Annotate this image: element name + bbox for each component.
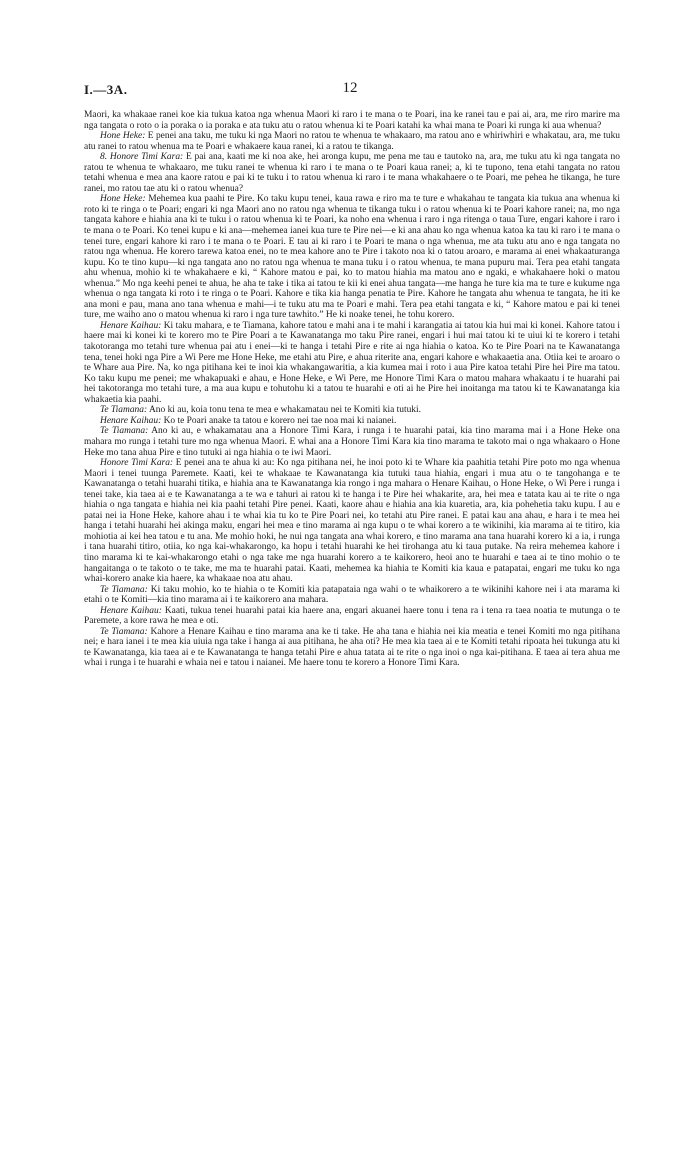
paragraph <box>84 152 620 194</box>
paragraph-text: Ano ki au, e whakamatau ana a Honore Timi Kara, i runga i te huarahi patai, kia tino marama mai i a Hone Heke ona mahara mo runga i tetahi ture mo nga whenua Maori. E whai ana a Honore Timi Kara kia tino marama te takoto mai o nga whakaaro o Hone Heke mo tana ahua Pire e tino tutuki ai nga hiahia o te iwi Maori. <box>84 426 620 458</box>
page-number: 12 <box>342 80 358 96</box>
speaker-name: Te Tiamana: <box>100 426 149 437</box>
paragraph <box>84 627 620 669</box>
paragraph-text: E pai ana, kaati me ki noa ake, hei aronga kupu, me pena me tau e tautoko na, ara, me tuku atu ki nga tangata no ratou te whenua te whakaaro, me tuku ranei te whenua ki raro i te mana o te Poari kaua ranei; a, ki te tupono, tena etahi tangata no ratou tetahi whenua e mea ana kaore ratou e pai ki te tuku i to ratou whenua ki raro i te mana whakahaere o te Poari, me pehea he tikanga, he ture ranei, mo ratou tae atu ki o ratou whenua? <box>84 152 620 194</box>
speaker-name: Te Tiamana: <box>100 584 148 595</box>
speaker-name: Hone Heke: <box>100 131 146 142</box>
paragraph-text: E penei ana te ahua ki au: Ko nga pitihana nei, he inoi poto ki te Whare kia paahitia tetahi Pire poto mo nga whenua Maori i tenei tuunga Paremete. Kaati, kei te whakaae te Kawanatanga kia tutuki taua hiahia, engari i mua atu o te tangohanga e te Kawanatanga o tetahi huarahi titika, e hiahia ana te Kawanatanga kia rongo i nga mahara o Henare Kaihau, o Hone Heke, o Wi Pere i runga i tenei take, kia taea ai e te Kawanatanga a te wa e tahuri ai ratou ki te hanga i te Pire hei whakarite, ara, hei mea e tatata kau ai te rite o nga hiahia o nga tangata e hiahia nei kia paahi tetahi Pire penei. Kaati, kaore ahau e hiahia ana kia kuaretia, ara, kia pohehetia taku kupu. I au e patai nei ia Hone Heke, kahore ahau i te whai kia tu ko te Pire Poari nei, ko tetahi atu Pire ranei. E patai kau ana ahau, e hara i te mea hei hanga i tetahi huarahi hei akinga maku, engari hei mea e tino marama ai nga kupu o te whai korero a te wikinihi, kia marama ai te titiro, kia mohiotia ai kei hea tatou e tu ana. Me mohio hoki, he nui nga tangata ana whai korero, e tino marama ana tana huarahi korero ki a ia, i runga i tana huarahi titiro, otiia, ko nga kai-whakarongo, ka hopu i tetahi huarahi ke hei tirohanga atu ki taua putake. Na reira mehemea kahore i tino marama ki te kai-whakarongo etahi o nga take me nga huarahi korero a te kaikorero, heoi ano te huarahi e taea ai te tino mohio o te hangaitanga o te takoto o te take, me ma te huarahi patai. Kaati, mehemea ka hiahia te Komiti kia kaua e patapatai, engari me tuku ko nga whai-korero anake kia haere, ka whakaae noa atu ahau. <box>84 458 621 585</box>
speaker-name: Henare Kaihau: <box>100 415 162 426</box>
document-reference: I.—3A. <box>84 82 128 97</box>
speaker-name: Henare Kaihau: <box>100 605 162 616</box>
paragraph-text: Kahore a Henare Kaihau e tino marama ana ke ti take. He aha tana e hiahia nei kia meatia e tenei Komiti mo nga pitihana nei; e hara ianei i te mea kia uiuia nga take i hanga ai aua pitihana, he aha oti? He mea kia taea ai e te Komiti tetahi ripoata hei tukunga atu ki te Kawanatanga, kia taea ai e te Kawanatanga te hanga tetahi Pire e ahua tatata ai te rite o nga inoi o nga kai-pitihana. E taea ai tera ahua me whai i runga i te huarahi e whaia nei e tatou i naianei. Me haere tonu te korero a Honore Timi Kara. <box>84 626 621 669</box>
paragraph <box>84 585 620 606</box>
speaker-name: Hone Heke: <box>100 194 146 205</box>
paragraph-text: E penei ana taku, me tuku ki nga Maori no ratou te whenua te whakaaro, ma ratou ano e whiriwhiri e whakatau, ara, me tuku atu ranei to ratou whenua ma te Poari e whakaere kaua ranei, ki a ratou te tikanga. <box>84 131 621 152</box>
paragraph <box>84 321 620 405</box>
paragraph-text: Ki taku mohio, ko te hiahia o te Komiti kia patapataia nga wahi o te whaikorero a te wikinihi kahore nei i ata marama ki etahi o te Komiti—kia tino marama ai i te kaikorero ana mahara. <box>84 584 620 606</box>
paragraph <box>84 110 620 131</box>
speaker-name: 8. Honore Timi Kara: <box>100 152 184 163</box>
paragraph-text: Kaati, tukua tenei huarahi patai kia haere ana, engari akuanei haere tonu i tena ra i tena ra taea noatia te mutunga o te Paremete, a kore rawa he mea e oti. <box>84 605 621 627</box>
paragraph-text: Mehemea kua paahi te Pire. Ko taku kupu tenei, kaua rawa e riro ma te ture e whakahau te tangata kia tukua ana whenua ki roto ki te ringa o te Poari; engari ki nga Maori ano no ratou nga whenua te tikanga tuku i o ratou whenua ki te Poari kahore ranei; na, mo nga tangata kahore e hiahia ana ki te tuku i o ratou whenua ki te Poari, ka noho ena whenua i raro i nga ritenga o taua Ture, engari kahore i raro i te mana o te Poari. Ko tenei kupu e ki ana—mehemea ianei kua ture te Pire nei—e ki ana ahau ko nga whenua katoa ka tau ki raro i te mana o tenei ture, engari kahore ki raro i te mana o te Poari. E tau ai ki raro i te Poari te mana o nga whenua, me ata tuku atu ano e nga tangata no ratou nga whenua. He korero tarewa katoa enei, no te mea kahore ano te Pire i takoto noa ki o tatou aroaro, e marama ai enei whakaaturanga kupu. Ko te tino kupu—ki nga tangata ano no ratou nga whenua te mana tuku i o ratou whenua, te mana pupuru mai. Tera pea etahi tangata ahu whenua, mohio ki te whakahaere e ki, “ Kahore matou e pai, ko to matou hiahia ma matou ano e ngaki, e whakahaere hoki o matou whenua.” Mo nga keehi penei te ahua, he aha te take i tika ai tatou te kii ki enei ahua tangata—me hanga he ture kia ma te ture e kukume nga whenua o nga tangata ki roto i te ringa o te Poari. Kahore e tika kia hanga penatia te Pire. Kahore he tangata ahu whenua te tangata, he iti ke ana moni e pau, mana ano tana whenua e mahi—i te tuku atu ma te Poari e mahi. Tera pea etahi tangata e ki, “ Kahore matou e pai ki tenei ture, me waiho ano o matou whenua ki raro i nga ture tawhito.” He ki noake tenei, he tohu korero. <box>84 194 620 321</box>
paragraph <box>84 606 620 627</box>
paragraph <box>84 131 620 152</box>
paragraph-text: Ko te Poari anake ta tatou e korero nei tae noa mai ki naianei. <box>163 415 397 426</box>
document-body <box>84 110 620 669</box>
paragraph-text: Maori, ka whakaae ranei koe kia tukua katoa nga whenua Maori ki raro i te mana o te Poari, ina ke ranei tau e pai ai, ara, me riro marire ma nga tangata o roto o ia poraka o ia poraka e ata tuku atu o ratou whenua ki te Poari katahi ka whai mana te Poari ki runga ki aua whenua? <box>84 110 620 131</box>
speaker-name: Te Tiamana: <box>100 626 148 637</box>
paragraph-text: Ki taku mahara, e te Tiamana, kahore tatou e mahi ana i te mahi i karangatia ai tatou kia hui mai ki konei. Kahore tatou i haere mai ki konei ki te korero mo te Pire Poari a te Kawanatanga mo taku Pire ranei, engari i hui mai tatou ki te uiui ki te korero i tetahi takotoranga mo tetahi ture whenua pai atu i enei—ki te hanga i tetahi Pire e rite ai nga hiahia o katoa. Ko te Pire Poari na te Kawanatanga tena, tenei hoki nga Pire a Wi Pere me Hone Heke, me etahi atu Pire, e ahua riterite ana, engari kahore e whakaaetia ana. Otiia kei te aroaro o te Whare aua Pire. Na, ko nga pitihana kei te inoi kia whakangawaritia, a kia kumea mai i roto i aua Pire katoa tetahi Pire hei Pire ma tatou. Ko taku kupu me penei; me whakapuaki e ahau, e Hone Heke, e Wi Pere, me Honore Timi Kara o matou mahara whakaatu i te huarahi pai hei takotoranga mo tetahi ture, a ma aua kupu e tohutohu ki a tatou te huarahi e oti ai he Pire hei inoitanga ma tatou ki te Kawanatanga kia whakaetia kia paahi. <box>84 320 621 405</box>
paragraph <box>84 458 620 585</box>
speaker-name: Henare Kaihau: <box>100 320 162 331</box>
paragraph <box>84 426 620 458</box>
paragraph-text: Ano ki au, koia tonu tena te mea e whakamatau nei te Komiti kia tutuki. <box>148 405 422 416</box>
speaker-name: Te Tiamana: <box>100 405 148 416</box>
paragraph <box>84 194 620 321</box>
paragraph <box>84 416 620 427</box>
speaker-name: Honore Timi Kara: <box>100 458 174 469</box>
paragraph <box>84 405 620 416</box>
